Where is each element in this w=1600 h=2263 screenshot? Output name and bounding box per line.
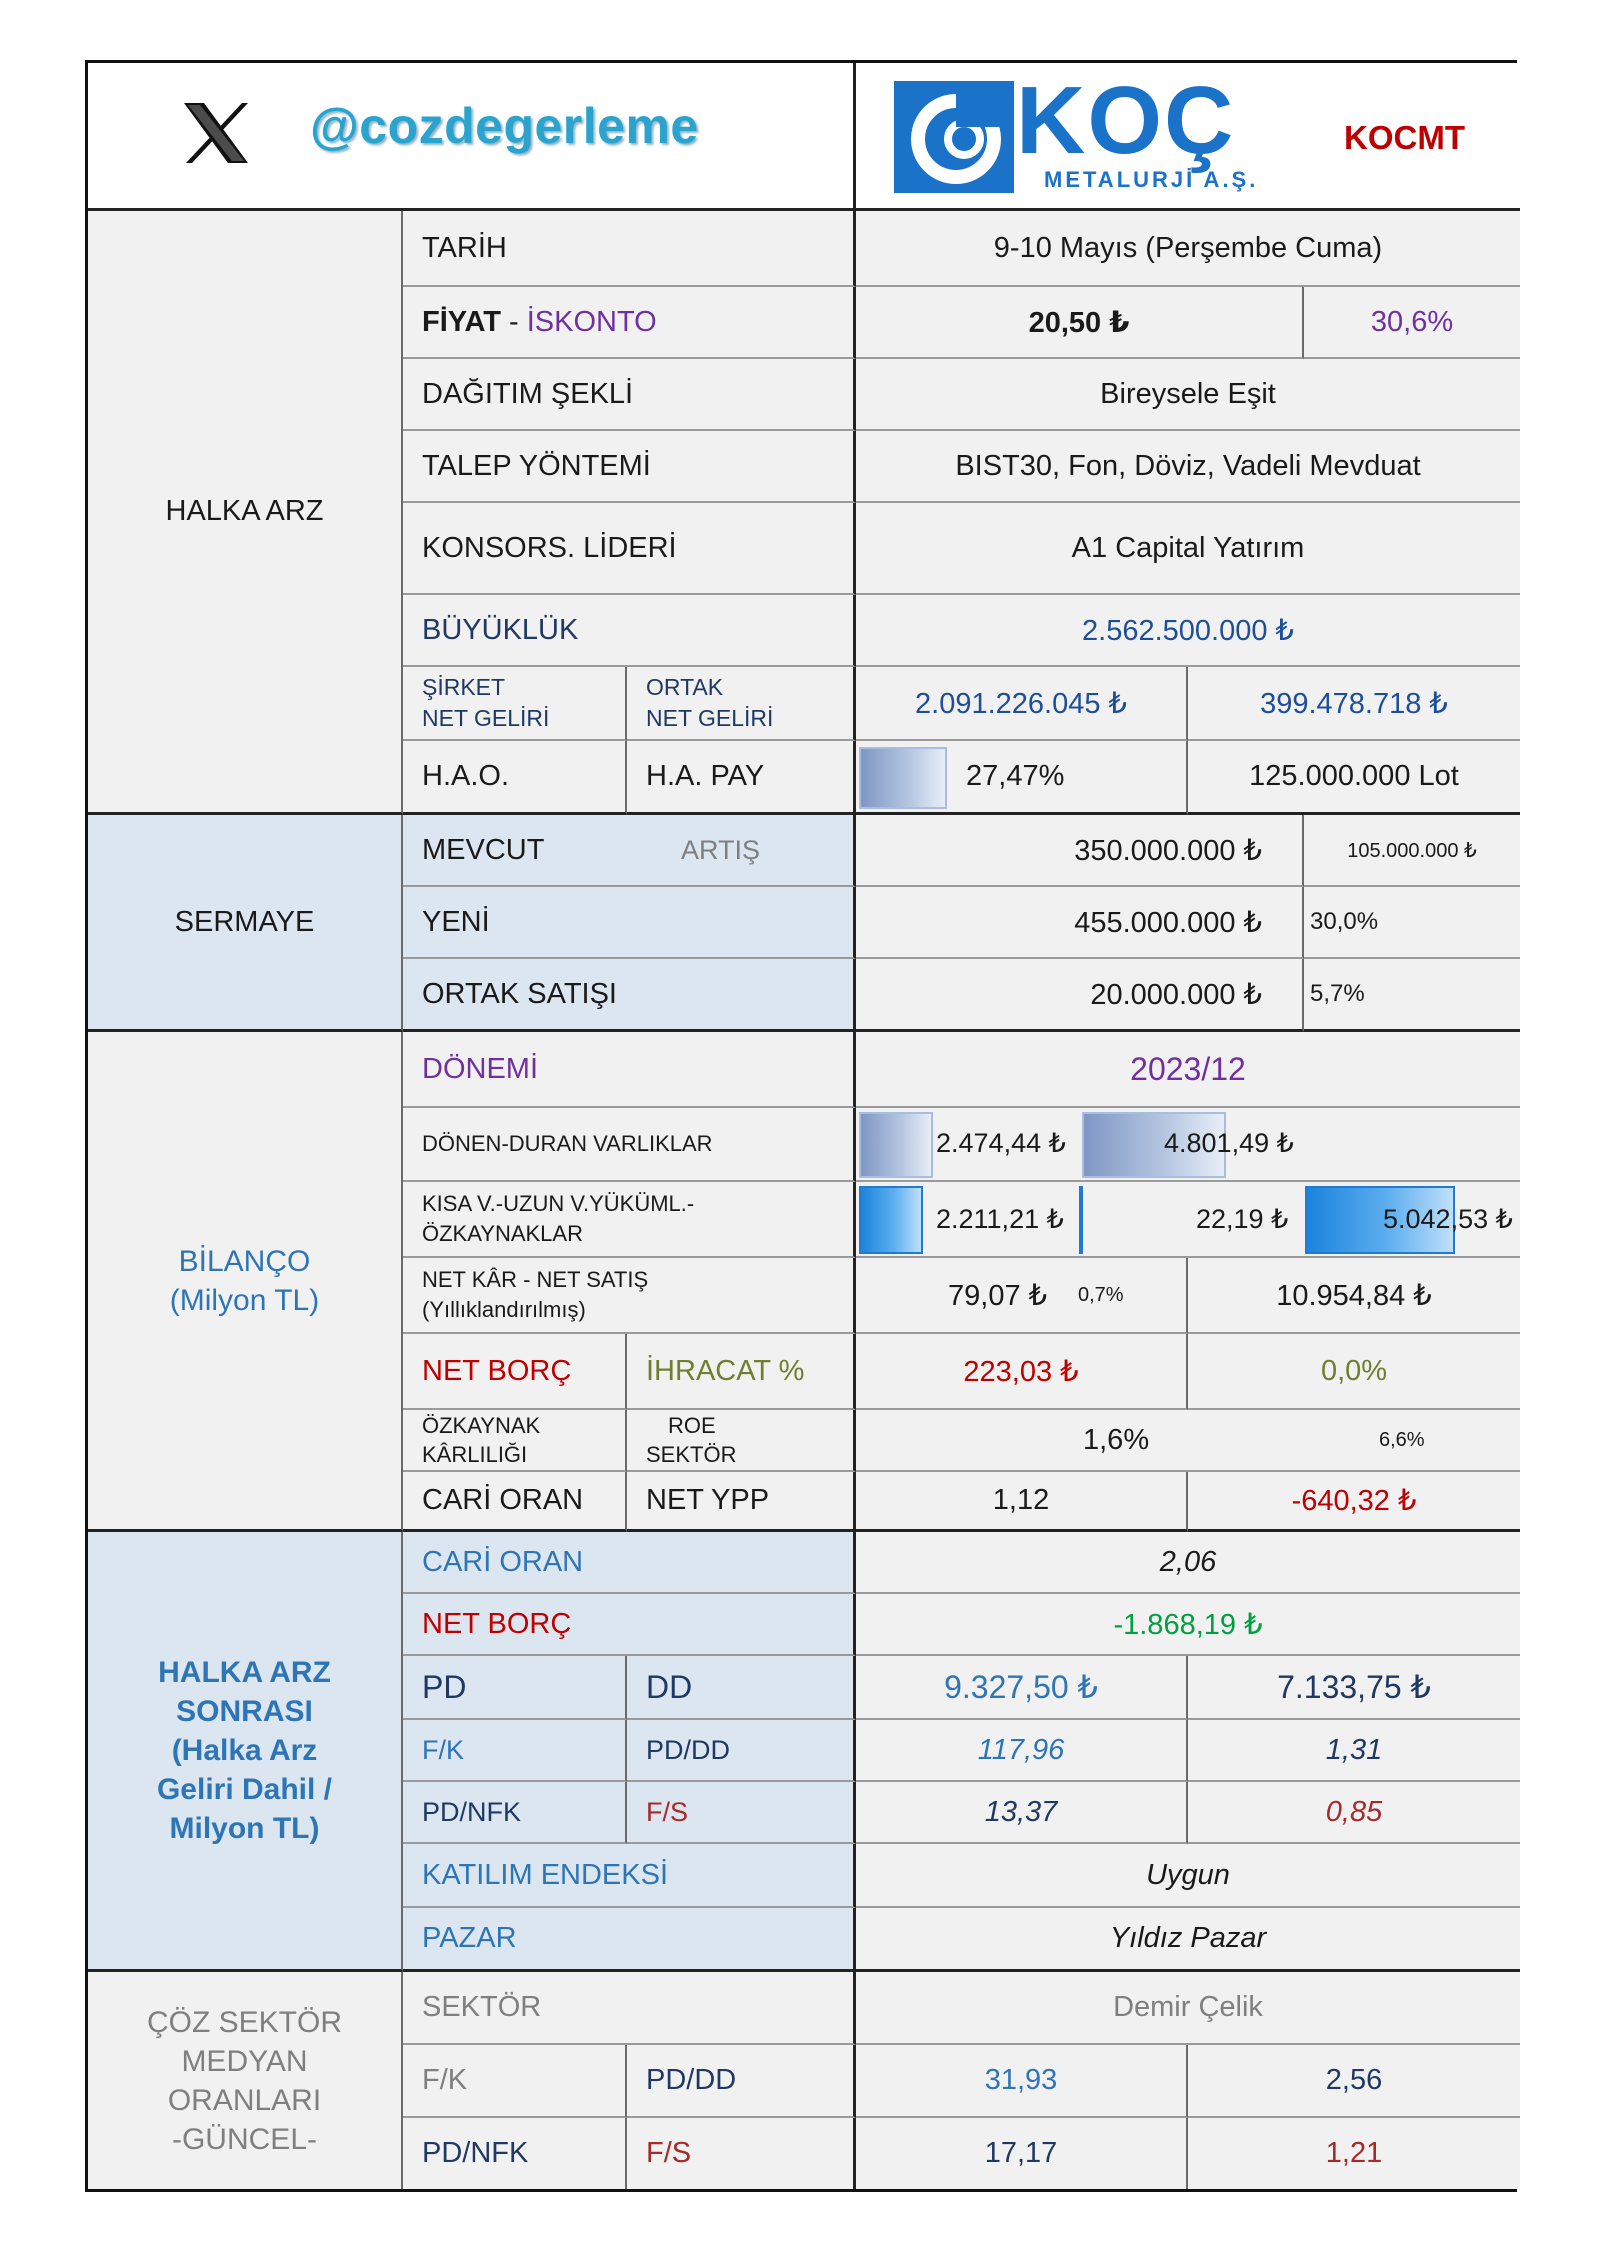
ozk-value: 1,6%	[1083, 1423, 1150, 1456]
netkar-label-cell	[403, 1258, 856, 1334]
cari-value-cell	[856, 1472, 1188, 1532]
mevcut-value: 350.000.000 ₺	[1074, 834, 1262, 867]
s-fs-label-cell	[627, 1782, 856, 1844]
s-pd-value: 9.327,50 ₺	[944, 1669, 1098, 1705]
company-logo	[894, 67, 1284, 193]
section-label-sektor-3: ORANLARI	[167, 2083, 322, 2117]
kisa-bar	[859, 1186, 923, 1254]
section-label-sektor-2: MEDYAN	[181, 2044, 308, 2078]
talep-value-cell	[856, 431, 1520, 503]
netkar-label-2: (Yıllıklandırılmış)	[422, 1297, 586, 1322]
company-logo-main: KOÇ	[1016, 67, 1236, 174]
hapay-value-cell	[1188, 741, 1520, 815]
talep-label-cell	[403, 431, 856, 503]
talep-value: BIST30, Fon, Döviz, Vadeli Mevduat	[955, 449, 1421, 482]
s-pddd-label-cell	[627, 1720, 856, 1782]
katilim-value: Uygun	[1146, 1858, 1230, 1891]
sektor-label-cell	[403, 1972, 856, 2045]
ortak-value-cell	[1188, 667, 1520, 741]
varlik-values-cell	[856, 1108, 1520, 1182]
sk-pddd-label: PD/DD	[646, 2064, 737, 2096]
sektor-value: Demir Çelik	[1113, 1991, 1263, 2023]
netborc-label: NET BORÇ	[422, 1354, 572, 1387]
yeni-pct: 30,0%	[1310, 908, 1379, 935]
s-netborc-label: NET BORÇ	[422, 1607, 572, 1640]
sirket-value: 2.091.226.045 ₺	[915, 687, 1127, 720]
tarih-value: 9-10 Mayıs (Perşembe Cuma)	[993, 231, 1383, 264]
s-fs-value: 0,85	[1325, 1795, 1383, 1828]
ortak-satisi-label-cell	[403, 959, 856, 1032]
s-pd-label: PD	[422, 1668, 467, 1705]
roe-label-1: ROE	[668, 1413, 716, 1438]
dagitim-value-cell	[856, 359, 1520, 431]
section-sermaye	[88, 815, 403, 1032]
sk-pdnfk-label-cell	[403, 2118, 627, 2189]
swirl-logo-icon	[894, 81, 1014, 193]
s-netborc-value: -1.868,19 ₺	[1113, 1608, 1263, 1641]
s-fs-value-cell	[1188, 1782, 1520, 1844]
s-netborc-label-cell	[403, 1594, 856, 1656]
konsors-value: A1 Capital Yatırım	[1071, 531, 1305, 564]
sk-fs-value-cell	[1188, 2118, 1520, 2189]
donen-bar	[859, 1112, 933, 1178]
ortak-label-1: ORTAK	[646, 674, 724, 700]
katilim-label-cell	[403, 1844, 856, 1908]
ozk-label-cell	[403, 1410, 627, 1472]
mevcut-value-cell	[856, 815, 1304, 887]
section-label-sektor-4: -GÜNCEL-	[171, 2122, 317, 2156]
yeni-label: YENİ	[422, 905, 490, 938]
s-pdnfk-value-cell	[856, 1782, 1188, 1844]
cari-value: 1,12	[992, 1484, 1050, 1516]
uzun-bar	[1079, 1186, 1083, 1254]
iskonto-label: İSKONTO	[526, 305, 657, 338]
netkar-value: 79,07 ₺	[948, 1279, 1048, 1312]
s-dd-label-cell	[627, 1656, 856, 1720]
sektor-value-cell	[856, 1972, 1520, 2045]
s-cari-value-cell	[856, 1532, 1520, 1594]
dagitim-value: Bireysele Eşit	[1100, 377, 1276, 410]
ozk-values-cell	[856, 1410, 1520, 1472]
artis-value-cell	[1304, 815, 1520, 887]
company-logo-sub: METALURJİ A.Ş.	[1044, 167, 1259, 192]
s-pddd-value: 1,31	[1325, 1733, 1383, 1766]
iskonto-value-cell	[1304, 287, 1520, 359]
yukum-label-cell	[403, 1182, 856, 1258]
section-sonrasi	[88, 1532, 403, 1972]
section-label-sektor-1: ÇÖZ SEKTÖR	[146, 2005, 342, 2039]
hapay-label-cell	[627, 741, 856, 815]
ortak-satisi-value: 20.000.000 ₺	[1090, 978, 1262, 1011]
artis-label: ARTIŞ	[681, 834, 761, 865]
varlik-label: DÖNEN-DURAN VARLIKLAR	[422, 1131, 713, 1156]
header-left	[88, 63, 856, 211]
sk-fs-label: F/S	[646, 2137, 692, 2169]
section-label-bilanco-1: BİLANÇO	[178, 1244, 311, 1278]
section-sektor	[88, 1972, 403, 2189]
sk-pdnfk-label: PD/NFK	[422, 2137, 529, 2169]
ihracat-value: 0,0%	[1320, 1354, 1388, 1387]
s-dd-label: DD	[646, 1668, 693, 1705]
talep-label: TALEP YÖNTEMİ	[422, 449, 651, 482]
ortak-satisi-label: ORTAK SATIŞI	[422, 977, 617, 1010]
fiyat-sep: -	[500, 305, 527, 338]
dagitim-label-cell	[403, 359, 856, 431]
hao-label: H.A.O.	[422, 760, 510, 792]
sirket-label-2: NET GELİRİ	[422, 705, 550, 731]
pazar-value: Yıldız Pazar	[1109, 1922, 1267, 1954]
ozk-label-1: ÖZKAYNAK	[422, 1413, 541, 1438]
ipo-summary-sheet	[85, 60, 1517, 2192]
hao-bar	[859, 747, 947, 809]
buyukluk-value-cell	[856, 595, 1520, 667]
sk-fk-value-cell	[856, 2045, 1188, 2118]
uzun-value: 22,19 ₺	[1196, 1204, 1289, 1234]
pazar-value-cell	[856, 1908, 1520, 1972]
donemi-label-cell	[403, 1032, 856, 1108]
roe-value: 6,6%	[1379, 1428, 1425, 1451]
iskonto-value: 30,6%	[1370, 305, 1454, 338]
sk-fs-label-cell	[627, 2118, 856, 2189]
sk-fk-value: 31,93	[984, 2064, 1058, 2096]
s-fk-label: F/K	[422, 1734, 465, 1765]
sirket-label-1: ŞİRKET	[422, 674, 506, 700]
s-pdnfk-label-cell	[403, 1782, 627, 1844]
netkar-value-cell	[856, 1258, 1188, 1334]
buyukluk-label-cell	[403, 595, 856, 667]
netkar-margin: 0,7%	[1078, 1283, 1124, 1306]
netsatis-value: 10.954,84 ₺	[1276, 1279, 1432, 1312]
section-label-bilanco-2: (Milyon TL)	[169, 1283, 320, 1317]
handle-text[interactable]: @cozdegerleme	[310, 98, 699, 154]
sk-pdnfk-value: 17,17	[984, 2137, 1058, 2169]
netypp-value: -640,32 ₺	[1291, 1485, 1417, 1517]
hapay-value: 125.000.000 Lot	[1249, 760, 1459, 792]
donemi-value-cell	[856, 1032, 1520, 1108]
buyukluk-value: 2.562.500.000 ₺	[1082, 614, 1294, 647]
section-label-sonrasi-2: SONRASI	[176, 1695, 313, 1728]
s-fk-value: 117,96	[977, 1733, 1065, 1766]
ticker: KOCMT	[1344, 119, 1465, 156]
s-dd-value-cell	[1188, 1656, 1520, 1720]
donen-value: 2.474,44 ₺	[936, 1128, 1066, 1158]
ortak-value: 399.478.718 ₺	[1260, 687, 1448, 720]
ihracat-label: İHRACAT %	[646, 1354, 805, 1387]
konsors-label: KONSORS. LİDERİ	[422, 531, 677, 564]
s-cari-label: CARİ ORAN	[422, 1545, 584, 1578]
ortak-label-cell	[627, 667, 856, 741]
katilim-value-cell	[856, 1844, 1520, 1908]
cari-label: CARİ ORAN	[422, 1484, 584, 1516]
mevcut-label-cell	[403, 815, 856, 887]
s-fk-value-cell	[856, 1720, 1188, 1782]
section-bilanco	[88, 1032, 403, 1532]
s-pddd-label: PD/DD	[646, 1734, 731, 1765]
s-fk-label-cell	[403, 1720, 627, 1782]
konsors-label-cell	[403, 503, 856, 595]
netsatis-value-cell	[1188, 1258, 1520, 1334]
section-label-sonrasi-3: (Halka Arz	[171, 1734, 318, 1767]
netborc-value-cell	[856, 1334, 1188, 1410]
x-logo-icon	[176, 93, 256, 173]
section-label-sonrasi-5: Milyon TL)	[169, 1812, 320, 1845]
sirket-value-cell	[856, 667, 1188, 741]
netypp-value-cell	[1188, 1472, 1520, 1532]
fiyat-label: FİYAT	[422, 305, 501, 338]
ihracat-label-cell	[627, 1334, 856, 1410]
section-label-sermaye: SERMAYE	[174, 905, 315, 938]
sirket-label-cell	[403, 667, 627, 741]
sk-fk-label: F/K	[422, 2064, 468, 2096]
ozkaynak-value: 5.042,53 ₺	[1383, 1204, 1513, 1234]
fiyat-value: 20,50 ₺	[1028, 306, 1130, 339]
section-halka-arz	[88, 211, 403, 815]
netborc-value: 223,03 ₺	[963, 1355, 1079, 1388]
s-pdnfk-label: PD/NFK	[422, 1796, 522, 1827]
buyukluk-label: BÜYÜKLÜK	[422, 613, 579, 646]
tarih-label: TARİH	[422, 231, 507, 264]
fiyat-label-cell	[403, 287, 856, 359]
dagitim-label: DAĞITIM ŞEKLİ	[422, 377, 634, 410]
s-netborc-value-cell	[856, 1594, 1520, 1656]
donemi-label: DÖNEMİ	[422, 1052, 538, 1085]
sk-pddd-value: 2,56	[1325, 2064, 1383, 2096]
s-dd-value: 7.133,75 ₺	[1277, 1669, 1431, 1705]
fiyat-value-cell	[856, 287, 1304, 359]
sektor-label: SEKTÖR	[422, 1991, 542, 2023]
s-pddd-value-cell	[1188, 1720, 1520, 1782]
section-label-sonrasi-1: HALKA ARZ	[158, 1656, 331, 1689]
ortak-satisi-value-cell	[856, 959, 1304, 1032]
ozk-label-2: KÂRLILIĞI	[422, 1442, 528, 1467]
sk-fs-value: 1,21	[1325, 2137, 1383, 2169]
yeni-label-cell	[403, 887, 856, 959]
netypp-label: NET YPP	[646, 1484, 770, 1516]
yukum-label-1: KISA V.-UZUN V.YÜKÜML.-	[422, 1191, 695, 1216]
netypp-label-cell	[627, 1472, 856, 1532]
yeni-value-cell	[856, 887, 1304, 959]
yukum-values-cell	[856, 1182, 1520, 1258]
s-cari-label-cell	[403, 1532, 856, 1594]
sk-pddd-value-cell	[1188, 2045, 1520, 2118]
tarih-value-cell	[856, 211, 1520, 287]
sk-pddd-label-cell	[627, 2045, 856, 2118]
ortak-satisi-pct-cell	[1304, 959, 1520, 1032]
cari-label-cell	[403, 1472, 627, 1532]
kisa-value: 2.211,21 ₺	[936, 1204, 1064, 1234]
pazar-label-cell	[403, 1908, 856, 1972]
roe-label-cell	[627, 1410, 856, 1472]
katilim-label: KATILIM ENDEKSİ	[422, 1858, 669, 1891]
section-label-sonrasi-4: Geliri Dahil /	[156, 1773, 333, 1806]
pazar-label: PAZAR	[422, 1922, 517, 1954]
hao-value-cell	[856, 741, 1188, 815]
artis-value: 105.000.000 ₺	[1347, 839, 1477, 862]
header-right	[856, 63, 1520, 211]
s-fs-label: F/S	[646, 1796, 689, 1827]
yeni-value: 455.000.000 ₺	[1074, 906, 1262, 939]
hao-value: 27,47%	[966, 760, 1065, 792]
section-label-halka-arz: HALKA ARZ	[165, 495, 324, 527]
hao-label-cell	[403, 741, 627, 815]
s-pdnfk-value: 13,37	[984, 1795, 1058, 1828]
ihracat-value-cell	[1188, 1334, 1520, 1410]
sk-pdnfk-value-cell	[856, 2118, 1188, 2189]
netkar-label-1: NET KÂR - NET SATIŞ	[422, 1267, 649, 1292]
donemi-value: 2023/12	[1130, 1050, 1246, 1087]
mevcut-label: MEVCUT	[422, 833, 545, 866]
yukum-label-2: ÖZKAYNAKLAR	[422, 1221, 583, 1246]
ortak-label-2: NET GELİRİ	[646, 705, 774, 731]
s-pd-value-cell	[856, 1656, 1188, 1720]
varlik-label-cell	[403, 1108, 856, 1182]
hapay-label: H.A. PAY	[646, 760, 765, 792]
s-cari-value: 2,06	[1159, 1545, 1217, 1578]
netborc-label-cell	[403, 1334, 627, 1410]
s-pd-label-cell	[403, 1656, 627, 1720]
ortak-satisi-pct: 5,7%	[1310, 980, 1365, 1007]
yeni-pct-cell	[1304, 887, 1520, 959]
konsors-value-cell	[856, 503, 1520, 595]
duran-value: 4.801,49 ₺	[1164, 1128, 1294, 1158]
tarih-label-cell	[403, 211, 856, 287]
roe-label-2: SEKTÖR	[646, 1442, 737, 1467]
sk-fk-label-cell	[403, 2045, 627, 2118]
